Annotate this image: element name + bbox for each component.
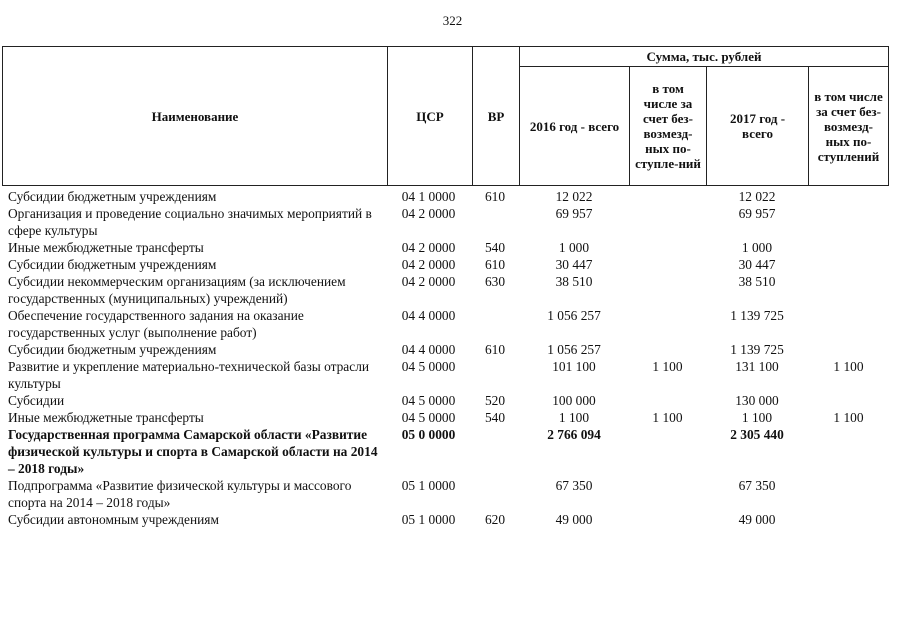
header-sum: Сумма, тыс. рублей bbox=[519, 46, 889, 66]
table-row bbox=[0, 307, 905, 341]
cell-csr: 04 2 0000 bbox=[401, 274, 456, 289]
cell-csr: 04 4 0000 bbox=[401, 342, 456, 357]
table-row bbox=[0, 188, 905, 205]
cell-csr: 04 2 0000 bbox=[401, 206, 456, 221]
table-row bbox=[0, 256, 905, 273]
cell-name: Развитие и укрепление материально-технической базы отрасли культуры bbox=[8, 359, 370, 391]
page-number: 322 bbox=[442, 13, 463, 28]
cell-name: Обеспечение государственного задания на оказание государственных услуг (выполнение работ) bbox=[8, 308, 304, 340]
cell-v2017: 1 139 725 bbox=[730, 342, 784, 357]
cell-vr: 620 bbox=[484, 512, 506, 527]
cell-vr: 520 bbox=[484, 393, 506, 408]
table-row bbox=[0, 409, 905, 426]
cell-v2016: 12 022 bbox=[555, 189, 593, 204]
cell-v2016: 67 350 bbox=[555, 478, 593, 493]
cell-name: Организация и проведение социально значимых мероприятий в сфере культуры bbox=[8, 206, 372, 238]
cell-v2016: 100 000 bbox=[552, 393, 596, 408]
cell-vr: 630 bbox=[484, 274, 506, 289]
header-2017-total: 2017 год - всего bbox=[706, 66, 808, 186]
table-row bbox=[0, 239, 905, 256]
cell-csr: 04 2 0000 bbox=[401, 240, 456, 255]
header-csr: ЦСР bbox=[387, 46, 472, 186]
table-row bbox=[0, 426, 905, 477]
cell-vr: 610 bbox=[484, 189, 506, 204]
cell-v2017: 130 000 bbox=[735, 393, 779, 408]
cell-csr: 04 1 0000 bbox=[401, 189, 456, 204]
header-2016-free: в том числе за счет без-возмезд-ных по-ступле-ний bbox=[629, 66, 706, 186]
cell-v2016b: 1 100 bbox=[652, 410, 683, 425]
cell-v2016: 101 100 bbox=[552, 359, 596, 374]
header-2016-total: 2016 год - всего bbox=[519, 66, 629, 186]
cell-name: Субсидии некоммерческим организациям (за исключением государственных (муниципальных) учреждений) bbox=[8, 274, 346, 306]
table-row bbox=[0, 511, 905, 528]
table-header bbox=[2, 46, 889, 186]
cell-v2017: 1 139 725 bbox=[730, 308, 784, 323]
table-row bbox=[0, 341, 905, 358]
cell-v2016: 30 447 bbox=[555, 257, 593, 272]
cell-vr: 540 bbox=[484, 240, 506, 255]
cell-vr: 610 bbox=[484, 342, 506, 357]
table-row bbox=[0, 358, 905, 392]
cell-v2017b: 1 100 bbox=[833, 359, 864, 374]
cell-v2017: 69 957 bbox=[738, 206, 776, 221]
header-2017-free: в том числе за счет без-возмезд-ных по-ступлений bbox=[808, 66, 889, 186]
cell-v2017: 1 000 bbox=[741, 240, 773, 255]
cell-csr: 04 4 0000 bbox=[401, 308, 456, 323]
cell-csr: 05 1 0000 bbox=[401, 512, 456, 527]
cell-csr: 04 2 0000 bbox=[401, 257, 456, 272]
cell-v2017: 2 305 440 bbox=[730, 427, 784, 442]
cell-name: Субсидии автономным учреждениям bbox=[8, 512, 219, 527]
cell-v2016: 1 056 257 bbox=[547, 342, 601, 357]
table-row bbox=[0, 205, 905, 239]
cell-v2017: 12 022 bbox=[738, 189, 776, 204]
cell-name: Иные межбюджетные трансферты bbox=[8, 410, 204, 425]
cell-csr: 05 1 0000 bbox=[401, 478, 456, 493]
table-row bbox=[0, 392, 905, 409]
cell-v2016: 1 056 257 bbox=[547, 308, 601, 323]
cell-name: Субсидии bbox=[8, 393, 65, 408]
cell-v2017: 131 100 bbox=[735, 359, 779, 374]
cell-vr: 540 bbox=[484, 410, 506, 425]
cell-csr: 05 0 0000 bbox=[401, 427, 456, 442]
table-row bbox=[0, 273, 905, 307]
header-name: Наименование bbox=[2, 46, 387, 186]
cell-csr: 04 5 0000 bbox=[401, 359, 456, 374]
cell-v2016: 38 510 bbox=[555, 274, 593, 289]
cell-name: Иные межбюджетные трансферты bbox=[8, 240, 204, 255]
cell-name: Государственная программа Самарской области «Развитие физической культуры и спорта в Самарской области на 2014 – 2018 годы» bbox=[8, 427, 378, 476]
table-row bbox=[0, 477, 905, 511]
cell-v2017b: 1 100 bbox=[833, 410, 864, 425]
cell-csr: 04 5 0000 bbox=[401, 393, 456, 408]
cell-v2017: 67 350 bbox=[738, 478, 776, 493]
header-vr: ВР bbox=[472, 46, 519, 186]
cell-v2017: 30 447 bbox=[738, 257, 776, 272]
table-body bbox=[0, 188, 905, 528]
cell-v2016: 49 000 bbox=[555, 512, 593, 527]
cell-name: Субсидии бюджетным учреждениям bbox=[8, 342, 217, 357]
cell-v2016: 1 100 bbox=[558, 410, 590, 425]
cell-v2017: 1 100 bbox=[741, 410, 773, 425]
cell-v2016: 2 766 094 bbox=[547, 427, 601, 442]
cell-v2016: 69 957 bbox=[555, 206, 593, 221]
cell-v2016: 1 000 bbox=[558, 240, 590, 255]
cell-name: Субсидии бюджетным учреждениям bbox=[8, 257, 217, 272]
cell-name: Подпрограмма «Развитие физической культуры и массового спорта на 2014 – 2018 годы» bbox=[8, 478, 352, 510]
cell-name: Субсидии бюджетным учреждениям bbox=[8, 189, 217, 204]
cell-csr: 04 5 0000 bbox=[401, 410, 456, 425]
cell-vr: 610 bbox=[484, 257, 506, 272]
cell-v2017: 49 000 bbox=[738, 512, 776, 527]
cell-v2016b: 1 100 bbox=[652, 359, 683, 374]
cell-v2017: 38 510 bbox=[738, 274, 776, 289]
